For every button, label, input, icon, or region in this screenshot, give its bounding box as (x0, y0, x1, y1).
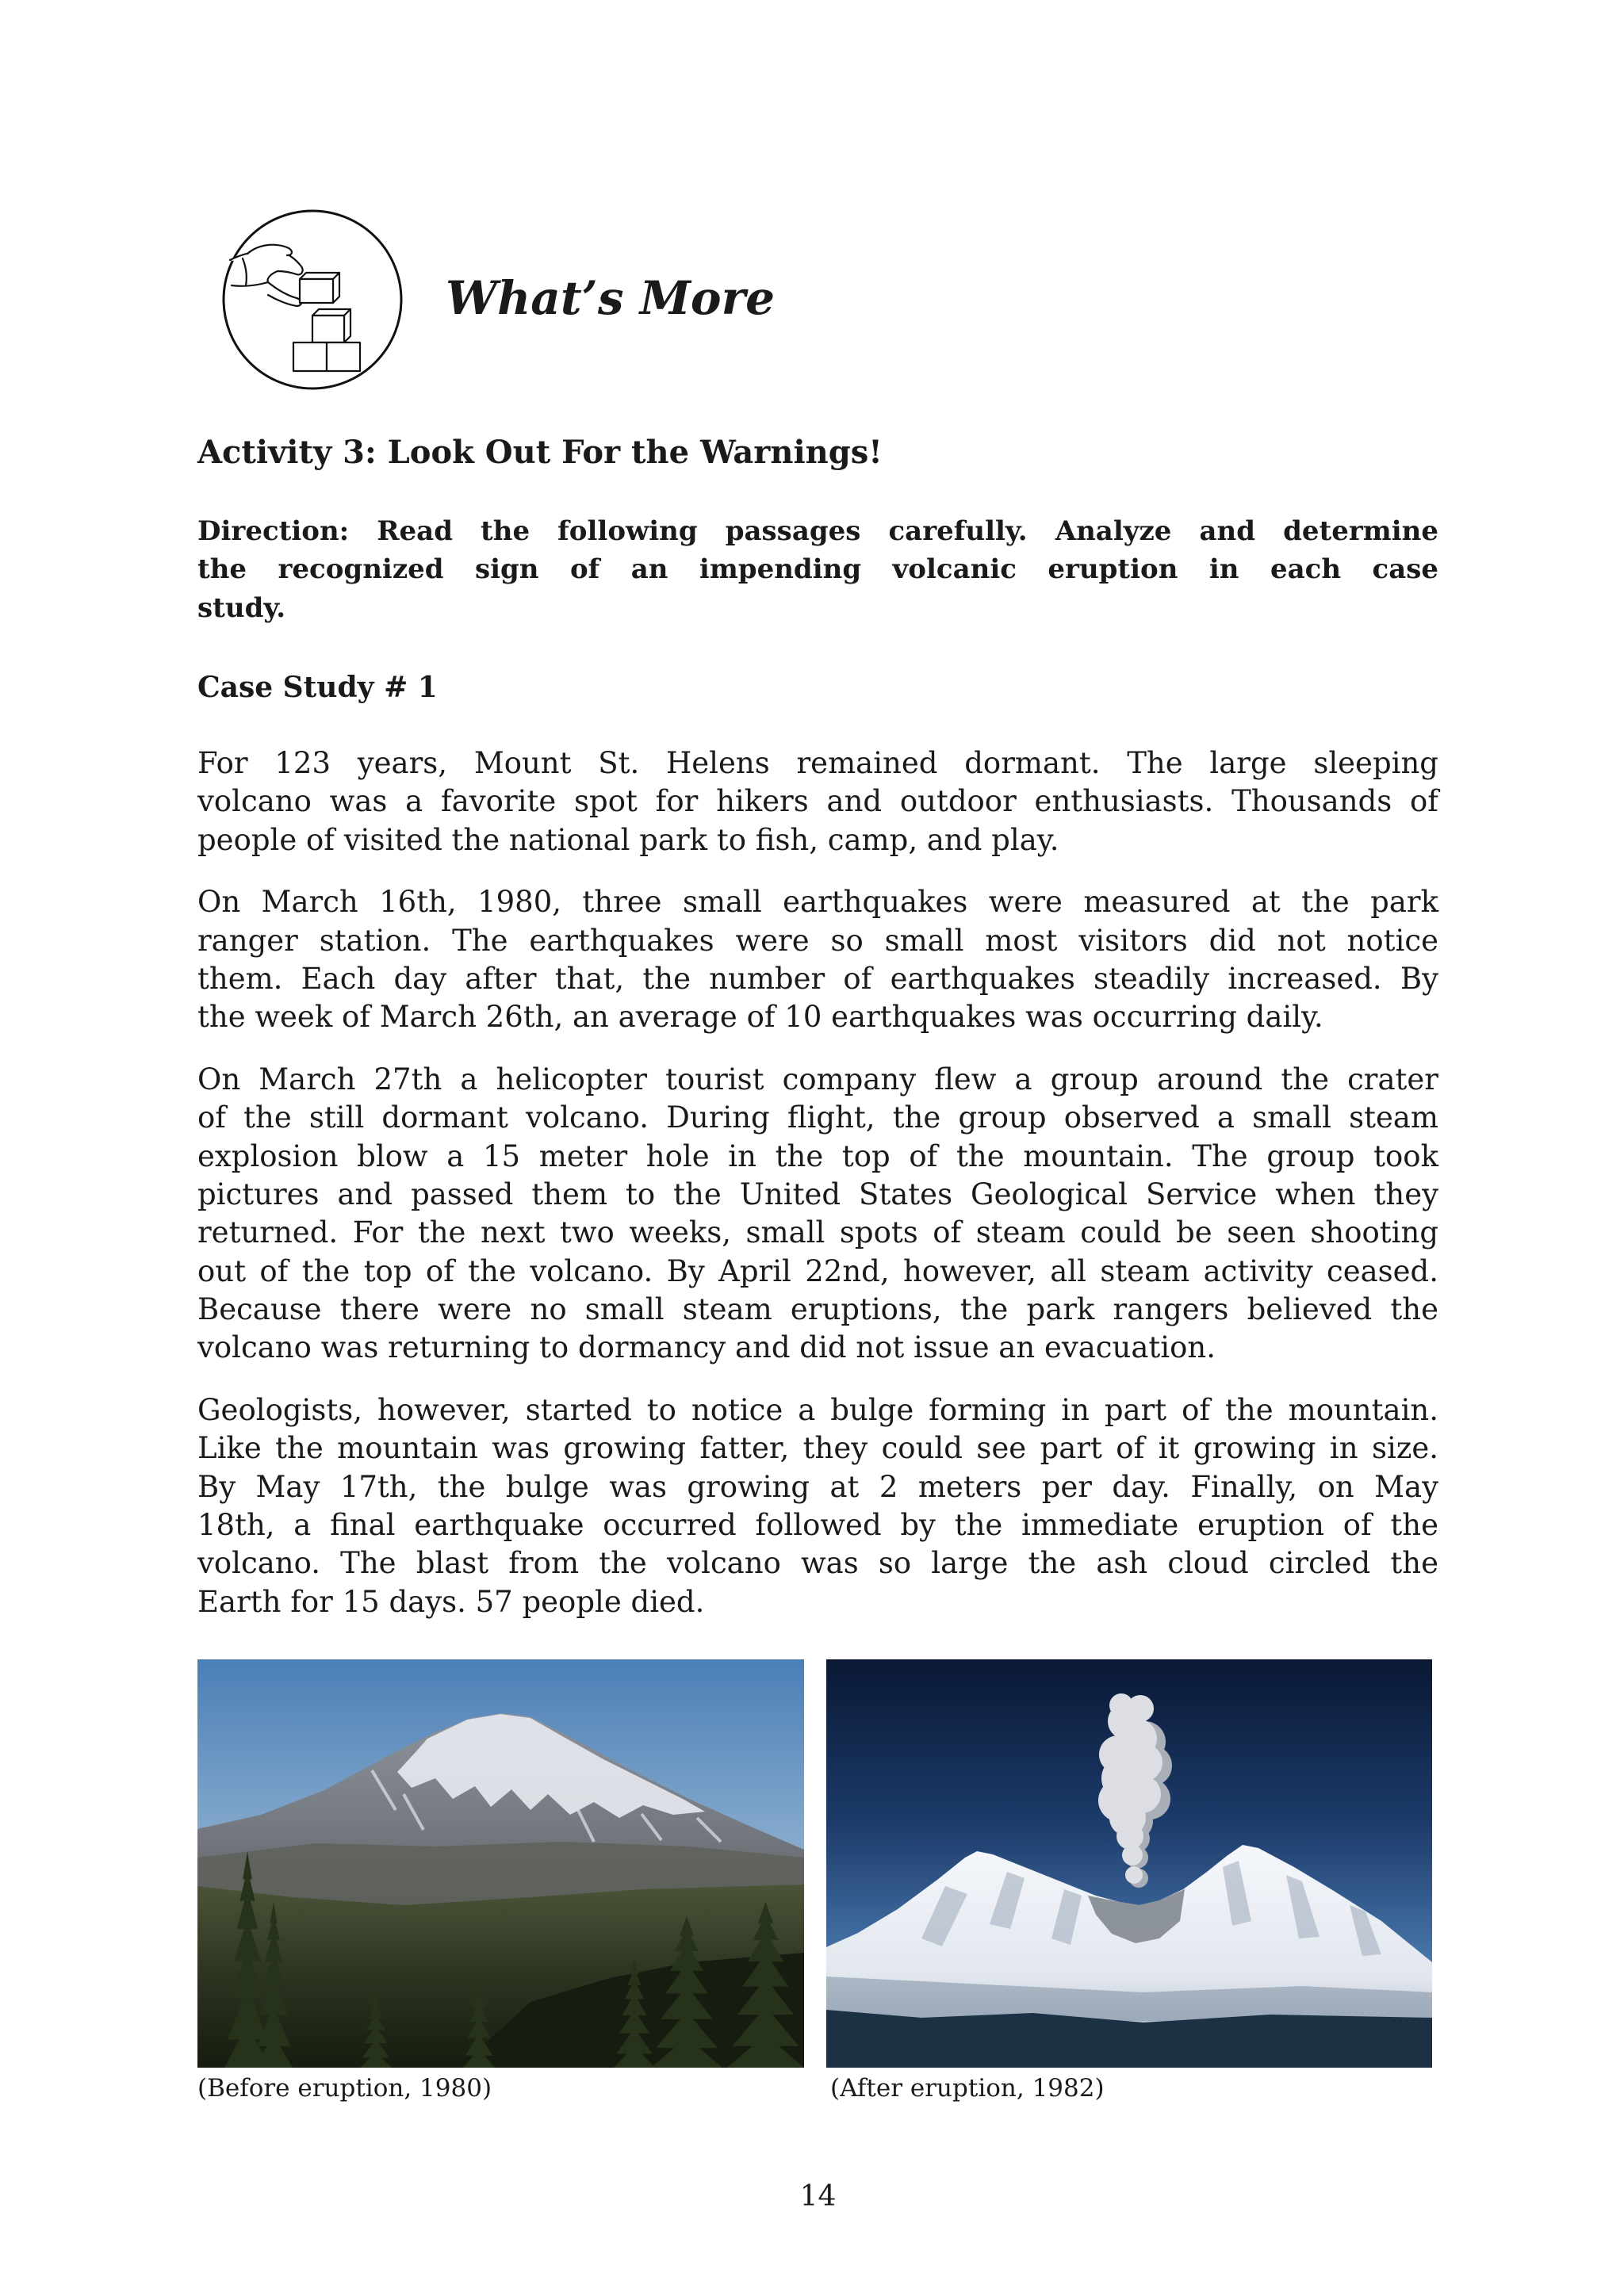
paragraph-line: of the still dormant volcano. During flight, the group observed a small steam (197, 1100, 1438, 1135)
paragraph-line: volcano. The blast from the volcano was so large the ash cloud circled the (197, 1546, 1438, 1581)
held-block-front (300, 279, 333, 303)
case-study-paragraph (197, 744, 1438, 859)
paragraph-line: On March 27th a helicopter tourist company flew a group around the crater (197, 1062, 1438, 1096)
after-photo-caption: (After eruption, 1982) (830, 2074, 1105, 2103)
paragraph-line: Like the mountain was growing fatter, they could see part of it growing in size. (197, 1431, 1438, 1466)
section-title: What’s More (446, 271, 776, 325)
direction-line: the recognized sign of an impending volcanic eruption in each case (197, 553, 1438, 586)
paragraph-line: Because there were no small steam eruptions, the park rangers believed the (197, 1292, 1438, 1327)
paragraph-line: the week of March 26th, an average of 10 earthquakes was occurring daily. (197, 1000, 1323, 1035)
activity-heading: Activity 3: Look Out For the Warnings! (197, 434, 883, 471)
bottom-block-right (327, 342, 360, 371)
before-photo-caption: (Before eruption, 1980) (197, 2074, 492, 2103)
page-number: 14 (799, 2180, 837, 2213)
after-eruption-photo (826, 1659, 1432, 2068)
paragraph-line: pictures and passed them to the United States Geological Service when they (197, 1177, 1438, 1211)
middle-block (312, 309, 350, 342)
hand-stacking-blocks-icon (219, 206, 406, 393)
paragraph-line: explosion blow a 15 meter hole in the top of the mountain. The group took (197, 1138, 1438, 1173)
paragraph-line: out of the top of the volcano. By April 22nd, however, all steam activity ceased. (197, 1253, 1438, 1288)
paragraph-line: By May 17th, the bulge was growing at 2 meters per day. Finally, on May (197, 1469, 1438, 1504)
case-study-paragraph (197, 1391, 1438, 1621)
direction-paragraph (197, 512, 1438, 627)
paragraph-line: On March 16th, 1980, three small earthquakes were measured at the park (197, 885, 1438, 920)
case-study-label: Case Study # 1 (197, 671, 438, 704)
case-study-paragraph (197, 883, 1438, 1037)
plume-puff (1109, 1693, 1133, 1717)
before-eruption-photo (197, 1659, 804, 2068)
middle-block-side (344, 309, 350, 342)
paragraph-line: 18th, a final earthquake occurred followed by the immediate eruption of the (197, 1508, 1438, 1543)
paragraph-line: Earth for 15 days. 57 people died. (197, 1584, 705, 1619)
paragraph-line: For 123 years, Mount St. Helens remained dormant. The large sleeping (197, 746, 1438, 780)
paragraph-line: people of visited the national park to fish, camp, and play. (197, 822, 1059, 857)
direction-line: Direction: Read the following passages carefully. Analyze and determine (197, 515, 1438, 547)
middle-block-front (312, 316, 344, 342)
bottom-blocks (293, 342, 360, 371)
paragraph-line: returned. For the next two weeks, small spots of steam could be seen shooting (197, 1215, 1438, 1250)
paragraph-line: them. Each day after that, the number of earthquakes steadily increased. By (197, 961, 1438, 996)
paragraph-line: ranger station. The earthquakes were so small most visitors did not notice (197, 923, 1438, 958)
case-study-paragraph (197, 1061, 1438, 1368)
bottom-block-left (293, 342, 327, 371)
plume-puff (1125, 1866, 1143, 1884)
paragraph-line: volcano was returning to dormancy and did not issue an evacuation. (197, 1330, 1216, 1365)
direction-line: study. (197, 591, 286, 624)
held-block (300, 273, 339, 303)
case-study-body (197, 744, 1438, 1645)
held-block-side (333, 273, 339, 303)
paragraph-line: Geologists, however, started to notice a bulge forming in part of the mountain. (197, 1392, 1438, 1427)
paragraph-line: volcano was a favorite spot for hikers and outdoor enthusiasts. Thousands of (197, 784, 1438, 819)
